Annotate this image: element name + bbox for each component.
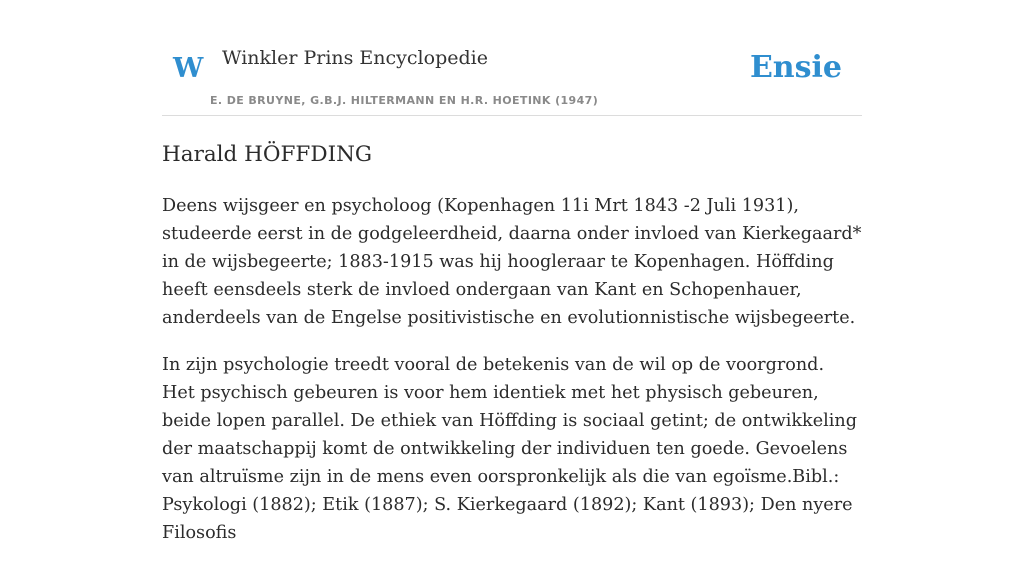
article-title: Harald HÖFFDING: [162, 142, 373, 167]
site-logo-icon[interactable]: W: [173, 53, 204, 84]
site-header: [162, 0, 862, 116]
article-body: [162, 192, 862, 566]
article-paragraph: In zijn psychologie treedt vooral de betekenis van de wil op de voorgrond. Het psychisch gebeuren is voor hem identiek met het physisch gebeuren, beide lopen parallel. De ethiek van Höffding is sociaal getint; de ontwikkeling der maatschappij komt de ontwikkeling der individuen ten goede. Gevoelens van altruïsme zijn in de mens even oorspronkelijk als die van egoïsme.Bibl.: Psykologi (1882); Etik (1887); S. Kierkegaard (1892); Kant (1893); Den nyere Filosofis: [162, 355, 857, 543]
article-paragraph: Deens wijsgeer en psycholoog (Kopenhagen 11i Mrt 1843 -2 Juli 1931), studeerde eerst in de godgeleerdheid, daarna onder invloed van Kierkegaard* in de wijsbegeerte; 1883-1915 was hij hoogleraar te Kopenhagen. Höffding heeft eensdeels sterk de invloed ondergaan van Kant en Schopenhauer, anderdeels van de Engelse positivistische en evolutionnistische wijsbegeerte.: [162, 196, 862, 328]
site-title-link[interactable]: Winkler Prins Encyclopedie: [222, 47, 488, 69]
authors-byline: E. DE BRUYNE, G.B.J. HILTERMANN EN H.R. HOETINK (1947): [210, 94, 599, 107]
brand-logo[interactable]: Ensie: [749, 50, 842, 85]
